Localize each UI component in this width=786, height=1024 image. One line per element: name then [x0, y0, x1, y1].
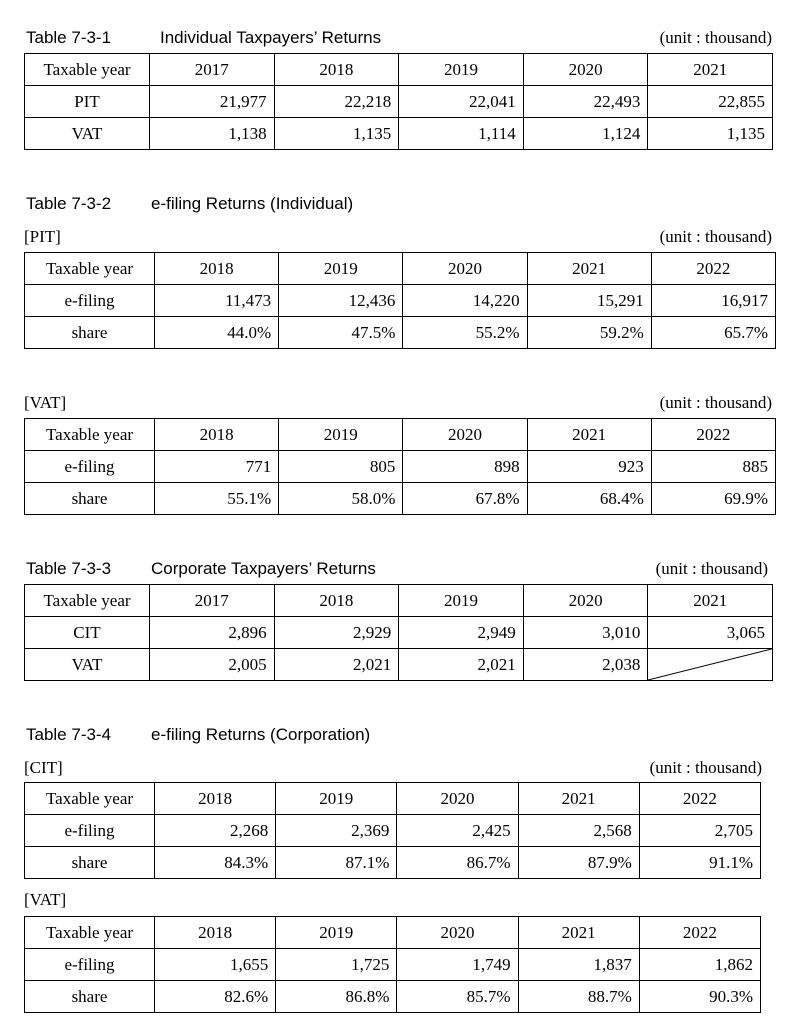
table-cell: 1,138 [150, 118, 275, 150]
table-cell: 55.1% [155, 483, 279, 515]
vat-section-label: [VAT] [24, 890, 67, 909]
table-cell: 68.4% [527, 483, 651, 515]
table-row [25, 451, 776, 483]
row-label: e-filing [25, 815, 155, 847]
table-cell: 86.8% [276, 981, 397, 1013]
table-cell: 15,291 [527, 285, 651, 317]
table-cell: 85.7% [397, 981, 518, 1013]
unit-label: (unit : thousand) [659, 393, 772, 412]
header-cell: 2019 [279, 419, 403, 451]
row-label: share [25, 981, 155, 1013]
table-cell: 21,977 [150, 86, 275, 118]
header-cell: 2021 [518, 783, 639, 815]
header-cell: 2018 [274, 585, 399, 617]
table-cell: 885 [651, 451, 775, 483]
table-row [25, 649, 773, 681]
header-cell: 2017 [150, 54, 275, 86]
table-7-3-3 [24, 584, 773, 681]
table-number: Table 7-3-1 [26, 28, 112, 47]
table-row [25, 118, 773, 150]
table-cell: 805 [279, 451, 403, 483]
table-title: Individual Taxpayers’ Returns [160, 28, 382, 47]
table-cell: 2,949 [399, 617, 524, 649]
table-cell: 2,705 [639, 815, 760, 847]
row-label: PIT [25, 86, 150, 118]
table-cell: 87.9% [518, 847, 639, 879]
table-cell: 65.7% [651, 317, 775, 349]
header-cell: 2020 [397, 783, 518, 815]
table-cell: 22,041 [399, 86, 524, 118]
table-row [25, 847, 761, 879]
header-cell: 2018 [155, 253, 279, 285]
header-cell: 2019 [276, 783, 397, 815]
table-7-3-4-heading [26, 725, 370, 745]
header-cell: 2018 [274, 54, 399, 86]
header-cell: 2022 [651, 253, 775, 285]
header-cell: 2022 [651, 419, 775, 451]
table-cell: 1,837 [518, 949, 639, 981]
table-cell: 2,896 [150, 617, 275, 649]
cit-section-label: [CIT] [24, 758, 63, 777]
table-cell: 88.7% [518, 981, 639, 1013]
table-7-3-2-heading [26, 194, 353, 214]
empty-diagonal-cell [648, 649, 773, 681]
header-cell: Taxable year [25, 783, 155, 815]
table-cell: 22,855 [648, 86, 773, 118]
table-cell: 1,655 [155, 949, 276, 981]
table-cell: 1,725 [276, 949, 397, 981]
header-cell: 2021 [527, 253, 651, 285]
table-7-3-2-pit [24, 252, 776, 349]
header-cell: 2021 [648, 585, 773, 617]
table-cell: 771 [155, 451, 279, 483]
table-cell: 1,135 [648, 118, 773, 150]
table-header-row [25, 585, 773, 617]
header-cell: 2020 [523, 54, 648, 86]
header-cell: Taxable year [25, 917, 155, 949]
header-cell: 2017 [150, 585, 275, 617]
table-row [25, 981, 761, 1013]
table-cell: 90.3% [639, 981, 760, 1013]
table-row [25, 815, 761, 847]
table-cell: 2,021 [399, 649, 524, 681]
diagonal-slash [648, 649, 772, 680]
table-cell: 2,268 [155, 815, 276, 847]
table-7-3-3-heading [26, 559, 376, 579]
row-label: share [25, 847, 155, 879]
row-label: share [25, 483, 155, 515]
table-7-3-4-cit [24, 782, 761, 879]
table-cell: 47.5% [279, 317, 403, 349]
header-cell: 2021 [518, 917, 639, 949]
table-header-row [25, 917, 761, 949]
header-cell: 2019 [276, 917, 397, 949]
header-cell: 2021 [648, 54, 773, 86]
table-cell: 898 [403, 451, 527, 483]
table-number: Table 7-3-3 [26, 559, 112, 578]
table-cell: 69.9% [651, 483, 775, 515]
table-cell: 16,917 [651, 285, 775, 317]
table-cell: 1,862 [639, 949, 760, 981]
table-cell: 58.0% [279, 483, 403, 515]
table-cell: 86.7% [397, 847, 518, 879]
table-cell: 2,425 [397, 815, 518, 847]
header-cell: Taxable year [25, 419, 155, 451]
table-cell: 1,124 [523, 118, 648, 150]
unit-label: (unit : thousand) [659, 227, 772, 246]
table-cell: 2,929 [274, 617, 399, 649]
row-label: e-filing [25, 285, 155, 317]
table-header-row [25, 783, 761, 815]
header-cell: 2018 [155, 783, 276, 815]
table-cell: 82.6% [155, 981, 276, 1013]
row-label: CIT [25, 617, 150, 649]
table-cell: 923 [527, 451, 651, 483]
unit-label: (unit : thousand) [659, 28, 772, 47]
table-cell: 1,749 [397, 949, 518, 981]
table-cell: 87.1% [276, 847, 397, 879]
table-number: Table 7-3-4 [26, 725, 112, 744]
unit-label: (unit : thousand) [655, 559, 768, 578]
table-title: e-filing Returns (Individual) [151, 194, 354, 213]
vat-section-label: [VAT] [24, 393, 67, 412]
table-number: Table 7-3-2 [26, 194, 112, 213]
header-cell: 2021 [527, 419, 651, 451]
table-cell: 67.8% [403, 483, 527, 515]
table-7-3-1-heading [26, 28, 381, 48]
header-cell: 2019 [399, 54, 524, 86]
header-cell: 2018 [155, 917, 276, 949]
table-cell: 2,568 [518, 815, 639, 847]
header-cell: Taxable year [25, 54, 150, 86]
header-cell: Taxable year [25, 253, 155, 285]
table-header-row [25, 54, 773, 86]
row-label: share [25, 317, 155, 349]
table-cell: 14,220 [403, 285, 527, 317]
table-cell: 2,005 [150, 649, 275, 681]
header-cell: 2022 [639, 783, 760, 815]
table-row [25, 285, 776, 317]
pit-section-label: [PIT] [24, 227, 61, 246]
unit-label: (unit : thousand) [649, 758, 762, 777]
table-cell: 2,038 [523, 649, 648, 681]
table-cell: 1,135 [274, 118, 399, 150]
row-label: VAT [25, 118, 150, 150]
table-title: Corporate Taxpayers’ Returns [151, 559, 376, 578]
table-cell: 44.0% [155, 317, 279, 349]
table-7-3-4-vat [24, 916, 761, 1013]
header-cell: 2020 [403, 419, 527, 451]
header-cell: 2020 [523, 585, 648, 617]
table-cell: 3,065 [648, 617, 773, 649]
header-cell: 2018 [155, 419, 279, 451]
table-header-row [25, 419, 776, 451]
table-row [25, 617, 773, 649]
table-row [25, 483, 776, 515]
header-cell: 2020 [397, 917, 518, 949]
header-cell: 2019 [399, 585, 524, 617]
header-cell: 2022 [639, 917, 760, 949]
table-cell: 22,218 [274, 86, 399, 118]
table-7-3-2-vat [24, 418, 776, 515]
table-row [25, 86, 773, 118]
table-title: e-filing Returns (Corporation) [151, 725, 371, 744]
table-header-row [25, 253, 776, 285]
table-cell: 91.1% [639, 847, 760, 879]
table-cell: 12,436 [279, 285, 403, 317]
table-cell: 59.2% [527, 317, 651, 349]
table-cell: 2,021 [274, 649, 399, 681]
row-label: VAT [25, 649, 150, 681]
table-cell: 3,010 [523, 617, 648, 649]
row-label: e-filing [25, 451, 155, 483]
table-cell: 11,473 [155, 285, 279, 317]
row-label: e-filing [25, 949, 155, 981]
table-cell: 1,114 [399, 118, 524, 150]
table-cell: 55.2% [403, 317, 527, 349]
table-cell: 22,493 [523, 86, 648, 118]
table-row [25, 949, 761, 981]
table-row [25, 317, 776, 349]
table-cell: 2,369 [276, 815, 397, 847]
header-cell: 2020 [403, 253, 527, 285]
header-cell: 2019 [279, 253, 403, 285]
header-cell: Taxable year [25, 585, 150, 617]
table-7-3-1 [24, 53, 773, 150]
table-cell: 84.3% [155, 847, 276, 879]
